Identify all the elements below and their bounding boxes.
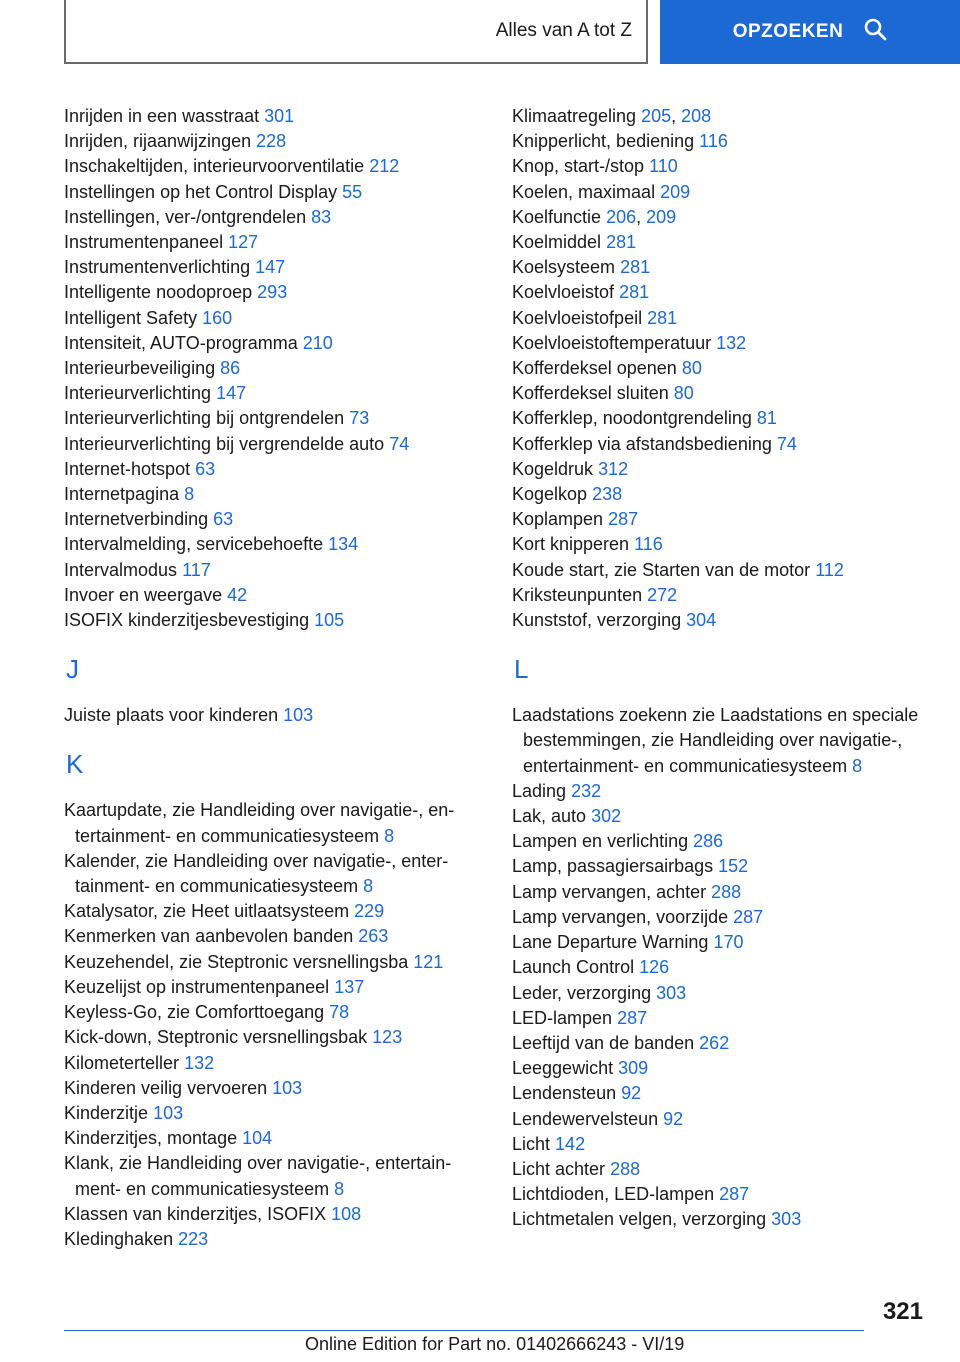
index-entry	[512, 608, 932, 633]
index-entry	[64, 406, 484, 431]
index-entry	[512, 154, 932, 179]
page-link[interactable]: 205	[641, 106, 672, 126]
page-link[interactable]: 228	[256, 131, 287, 152]
index-entry	[64, 583, 484, 608]
section-letter: J	[66, 654, 79, 685]
index-entry	[64, 1202, 484, 1227]
index-entry	[512, 1081, 932, 1106]
page-link[interactable]: 238	[592, 484, 623, 505]
entry-text: Instellingen op het Control Display	[64, 181, 338, 202]
entry-text: Klassen van kinderzitjes, ISOFIX	[64, 1203, 327, 1224]
entry-text: Koelvloeistofpeil	[512, 307, 643, 328]
entry-text: Koplampen	[512, 509, 604, 530]
index-entry	[64, 381, 484, 406]
page-link[interactable]: 126	[639, 957, 670, 978]
page-link[interactable]: 110	[649, 156, 678, 177]
entry-text: Internet-hotspot	[64, 458, 191, 479]
tab-label: Alles van A tot Z	[495, 20, 632, 41]
page-link[interactable]: 80	[673, 383, 694, 404]
index-entry	[64, 532, 484, 557]
page-link[interactable]: 103	[153, 1102, 184, 1123]
edition-text: Online Edition for Part no. 01402666243 - VI/19	[305, 1334, 685, 1354]
page-link[interactable]: 152	[718, 856, 749, 877]
tab-alles-van-a-tot-z[interactable]	[64, 0, 648, 64]
page-link[interactable]: 287	[617, 1007, 648, 1028]
index-entry	[512, 280, 932, 305]
page-link[interactable]: 147	[255, 257, 286, 278]
entry-text: LED-lampen	[512, 1007, 613, 1028]
entry-text: Lamp vervangen, achter	[512, 881, 707, 902]
page-link[interactable]: 121	[413, 951, 444, 972]
page-link[interactable]: 147	[216, 383, 247, 404]
entry-text: Kinderzitje	[64, 1102, 149, 1123]
index-entry	[512, 306, 932, 331]
index-entry	[512, 432, 932, 457]
page-link[interactable]: 301	[264, 106, 295, 126]
entry-text: Kledinghaken	[64, 1228, 174, 1249]
index-entry	[512, 1182, 932, 1207]
index-entry	[64, 1227, 484, 1252]
entry-text: Knipperlicht, bediening	[512, 131, 695, 152]
entry-text: Lichtmetalen velgen, verzorging	[512, 1209, 767, 1230]
entry-text: Kilometerteller	[64, 1052, 180, 1073]
entry-text: Kogeldruk	[512, 458, 594, 479]
page-link[interactable]: 81	[756, 408, 777, 429]
index-entry	[64, 1076, 484, 1101]
index-entry	[64, 356, 484, 381]
index-entry	[512, 905, 932, 930]
page-link[interactable]: 123	[372, 1027, 403, 1048]
index-entry	[64, 331, 484, 356]
page-link[interactable]: 272	[647, 584, 678, 605]
index-entry	[512, 507, 932, 532]
entry-text: Intervalmodus	[64, 559, 178, 580]
index-entry	[512, 880, 932, 905]
search-button[interactable]	[660, 0, 960, 64]
index-entry	[64, 899, 484, 924]
index-entry	[64, 558, 484, 583]
index-entry	[64, 1101, 484, 1126]
entry-text: Koelvloeistoftemperatuur	[512, 332, 712, 353]
index-entry	[64, 608, 484, 633]
entry-text: Kaartupdate, zie Handleiding over navigatie-, entertainment- en communicatiesysteem	[64, 800, 455, 846]
index-column-left	[64, 104, 484, 1252]
page-link[interactable]: 288	[610, 1158, 641, 1179]
index-entry	[64, 975, 484, 1000]
page-link[interactable]: 304	[686, 610, 717, 631]
index-entry	[64, 205, 484, 230]
page-link[interactable]: 229	[354, 901, 385, 922]
index-entry	[512, 558, 932, 583]
page-link[interactable]: 160	[202, 307, 233, 328]
entry-text: Kofferklep, noodontgrendeling	[512, 408, 752, 429]
page-link[interactable]: 8	[852, 755, 863, 776]
index-entry	[512, 703, 932, 779]
entry-text: Keuzelijst op instrumentenpaneel	[64, 976, 330, 997]
page-link[interactable]: 293	[257, 282, 288, 303]
footer-divider	[64, 1330, 864, 1331]
entry-text: Interieurverlichting bij vergrendelde auto	[64, 433, 385, 454]
index-entry	[512, 1207, 932, 1232]
index-entry	[64, 1151, 484, 1201]
index-entry	[64, 255, 484, 280]
page-link[interactable]: 212	[369, 156, 400, 177]
entry-text: Koelfunctie	[512, 206, 602, 227]
entry-text: Kogelkop	[512, 484, 588, 505]
page-link[interactable]: 287	[733, 906, 764, 927]
index-entry	[64, 703, 484, 728]
index-entry	[64, 280, 484, 305]
entry-text: Instrumentenpaneel	[64, 232, 224, 253]
page-link[interactable]: 80	[681, 358, 702, 379]
page-link[interactable]: 142	[555, 1133, 586, 1154]
page-link[interactable]: 8	[334, 1178, 345, 1199]
index-entry	[512, 930, 932, 955]
section-letter: K	[66, 749, 84, 780]
index-entry	[64, 798, 484, 848]
index-entry	[64, 849, 484, 899]
page-link[interactable]: 116	[634, 534, 663, 555]
index-entry	[512, 180, 932, 205]
index-entry	[512, 129, 932, 154]
entry-text: Licht	[512, 1133, 551, 1154]
page-link[interactable]: 92	[621, 1083, 642, 1104]
page-link[interactable]: 86	[220, 358, 241, 379]
page-link[interactable]: 209	[660, 181, 691, 202]
index-entry	[512, 1107, 932, 1132]
entry-text: Koelen, maximaal	[512, 181, 656, 202]
page-link[interactable]: 108	[331, 1203, 362, 1224]
index-entry	[512, 779, 932, 804]
page-number: 321	[882, 1298, 923, 1325]
entry-text: Lampen en verlichting	[512, 831, 689, 852]
index-entry	[64, 306, 484, 331]
page-link[interactable]: 103	[272, 1077, 303, 1098]
page-link[interactable]: 42	[227, 584, 248, 605]
page-link[interactable]: 116	[699, 131, 728, 152]
entry-text: Koelvloeistof	[512, 282, 615, 303]
entry-text: Intensiteit, AUTO-programma	[64, 332, 298, 353]
page-link[interactable]: 92	[663, 1108, 684, 1129]
page-link[interactable]: 63	[213, 509, 234, 530]
page-link[interactable]: 74	[776, 433, 797, 454]
page-link[interactable]: 117	[182, 559, 211, 580]
index-entry: Koelfunctie 206, 209	[512, 206, 677, 227]
index-entry	[64, 457, 484, 482]
page-link[interactable]: 8	[384, 825, 395, 846]
entry-text: Leeggewicht	[512, 1058, 614, 1079]
page-link[interactable]: 287	[608, 509, 639, 530]
page-link[interactable]: 83	[311, 206, 332, 227]
entry-text: Keuzehendel, zie Steptronic versnellingsba	[64, 951, 409, 972]
index-entry	[64, 482, 484, 507]
entry-text: Juiste plaats voor kinderen	[64, 705, 279, 726]
page-link[interactable]: 281	[619, 282, 650, 303]
index-entry	[512, 854, 932, 879]
index-entry	[64, 507, 484, 532]
page-link[interactable]: 127	[228, 232, 259, 253]
index-entry	[512, 1031, 932, 1056]
index-entry	[512, 1132, 932, 1157]
page-link[interactable]: 73	[349, 408, 370, 429]
entry-text: Lading	[512, 780, 567, 801]
entry-text: Kenmerken van aanbevolen banden	[64, 926, 354, 947]
entry-text: Lak, auto	[512, 806, 587, 827]
page-link[interactable]: 78	[329, 1002, 350, 1023]
entry-text: Intelligent Safety	[64, 307, 198, 328]
page-link[interactable]: 312	[598, 458, 629, 479]
page-link[interactable]: 262	[699, 1032, 730, 1053]
index-entry	[512, 331, 932, 356]
page-link[interactable]: 232	[571, 780, 602, 801]
entry-text: Invoer en weergave	[64, 584, 223, 605]
entry-text: Licht achter	[512, 1158, 606, 1179]
index-entry	[512, 230, 932, 255]
entry-text: Lichtdioden, LED-lampen	[512, 1184, 715, 1205]
index-entry	[512, 381, 932, 406]
entry-text: Instrumentenverlichting	[64, 257, 251, 278]
index-entry	[512, 829, 932, 854]
entry-text: Interieurbeveiliging	[64, 358, 216, 379]
index-entry	[512, 1056, 932, 1081]
index-entry	[64, 1126, 484, 1151]
page-link[interactable]: 208	[681, 106, 712, 126]
entry-text: Kick-down, Steptronic versnellingsbak	[64, 1027, 368, 1048]
entry-text: Katalysator, zie Heet uitlaatsysteem	[64, 901, 350, 922]
page-link[interactable]: 281	[647, 307, 678, 328]
entry-text: Instellingen, ver-/ontgrendelen	[64, 206, 307, 227]
page-link[interactable]: 286	[693, 831, 724, 852]
index-entry	[512, 406, 932, 431]
entry-text: Interieurverlichting bij ontgrendelen	[64, 408, 345, 429]
page-link[interactable]: 105	[314, 610, 345, 631]
index-entry	[64, 104, 484, 129]
page-link[interactable]: 263	[358, 926, 389, 947]
index-entry	[64, 180, 484, 205]
index-entry	[512, 457, 932, 482]
entry-text: Lane Departure Warning	[512, 932, 709, 953]
entry-text: Internetpagina	[64, 484, 180, 505]
entry-text: Intelligente noodoproep	[64, 282, 253, 303]
entry-text: Kofferklep via afstandsbediening	[512, 433, 772, 454]
entry-text: Koelsysteem	[512, 257, 616, 278]
page-link[interactable]: 303	[656, 982, 687, 1003]
entry-text: Keyless-Go, zie Comforttoegang	[64, 1002, 325, 1023]
entry-text: Launch Control	[512, 957, 635, 978]
index-entry	[64, 1051, 484, 1076]
page-link[interactable]: 8	[184, 484, 195, 505]
entry-text: Knop, start-/stop	[512, 156, 645, 177]
entry-text: Leder, verzorging	[512, 982, 652, 1003]
entry-text: Kinderen veilig vervoeren	[64, 1077, 268, 1098]
entry-text: Kunststof, verzorging	[512, 610, 682, 631]
index-entry	[64, 1000, 484, 1025]
page-link[interactable]: 209	[646, 206, 677, 227]
index-entry	[64, 129, 484, 154]
entry-text: Koude start, zie Starten van de motor	[512, 559, 811, 580]
entry-text: Kofferdeksel sluiten	[512, 383, 669, 404]
entry-text: Lamp vervangen, voorzijde	[512, 906, 729, 927]
index-entry	[64, 1025, 484, 1050]
page-link[interactable]: 206	[606, 206, 637, 227]
entry-text: Lendewervelsteun	[512, 1108, 659, 1129]
index-entry	[512, 532, 932, 557]
entry-text: Inrijden in een wasstraat	[64, 106, 260, 126]
entry-text: ISOFIX kinderzitjesbevestiging	[64, 610, 310, 631]
index-entry: Klimaatregeling 205, 208	[512, 106, 712, 126]
entry-text: Interieurverlichting	[64, 383, 212, 404]
page-link[interactable]: 103	[283, 705, 314, 726]
search-label: OPZOEKEN	[732, 21, 844, 42]
section-letter: L	[514, 654, 529, 685]
page-link[interactable]: 287	[719, 1184, 750, 1205]
index-entry	[64, 230, 484, 255]
entry-text: Klank, zie Handleiding over navigatie-, entertainment- en communicatiesysteem	[64, 1153, 452, 1199]
entry-text: Klimaatregeling	[512, 106, 637, 126]
entry-text: Kriksteunpunten	[512, 584, 643, 605]
page-link[interactable]: 302	[591, 806, 622, 827]
page-link[interactable]: 74	[389, 433, 410, 454]
page-link[interactable]: 134	[328, 534, 359, 555]
page-link[interactable]: 112	[815, 559, 844, 580]
page-link[interactable]: 170	[713, 932, 744, 953]
entry-text: Kort knipperen	[512, 534, 630, 555]
magnifier-icon	[863, 17, 887, 47]
index-entry	[512, 804, 932, 829]
page-link[interactable]: 288	[711, 881, 742, 902]
entry-text: Intervalmelding, servicebehoefte	[64, 534, 324, 555]
index-column-right	[512, 104, 932, 1233]
entry-text: Kofferdeksel openen	[512, 358, 677, 379]
index-entry	[512, 482, 932, 507]
entry-text: Leeftijd van de banden	[512, 1032, 695, 1053]
entry-text: Inrijden, rijaanwijzingen	[64, 131, 252, 152]
entry-text: Kinderzitjes, montage	[64, 1128, 238, 1149]
index-entry	[512, 1006, 932, 1031]
entry-text: Internetverbinding	[64, 509, 209, 530]
index-entry	[64, 154, 484, 179]
index-entry	[512, 356, 932, 381]
page-link[interactable]: 132	[716, 332, 747, 353]
index-entry	[512, 1157, 932, 1182]
entry-text: Lamp, passagiersairbags	[512, 856, 714, 877]
index-entry	[64, 432, 484, 457]
index-entry	[64, 950, 484, 975]
index-entry	[512, 955, 932, 980]
entry-text: Laadstations zoekenn zie Laadstations en speciale bestemmingen, zie Handleiding over navigatie-, entertainment- en communicatiesysteem	[512, 705, 919, 776]
index-entry	[512, 255, 932, 280]
page-link[interactable]: 210	[302, 332, 333, 353]
page-link[interactable]: 223	[178, 1228, 209, 1249]
index-entry	[64, 924, 484, 949]
page-link[interactable]: 132	[184, 1052, 215, 1073]
entry-text: Lendensteun	[512, 1083, 617, 1104]
entry-text: Kalender, zie Handleiding over navigatie-, entertainment- en communicatiesysteem	[64, 850, 449, 897]
page-link[interactable]: 104	[242, 1128, 273, 1149]
index-entry	[512, 981, 932, 1006]
entry-text: Inschakeltijden, interieurvoorventilatie	[64, 156, 365, 177]
page-link[interactable]: 63	[195, 458, 216, 479]
page-link[interactable]: 281	[606, 232, 637, 253]
index-entry	[512, 583, 932, 608]
entry-text: Koelmiddel	[512, 232, 602, 253]
page-link[interactable]: 309	[618, 1058, 649, 1079]
page-link[interactable]: 281	[620, 257, 651, 278]
page-link[interactable]: 8	[363, 876, 374, 897]
page-link[interactable]: 55	[342, 181, 363, 202]
page-link[interactable]: 137	[334, 976, 365, 997]
page-link[interactable]: 303	[771, 1209, 802, 1230]
